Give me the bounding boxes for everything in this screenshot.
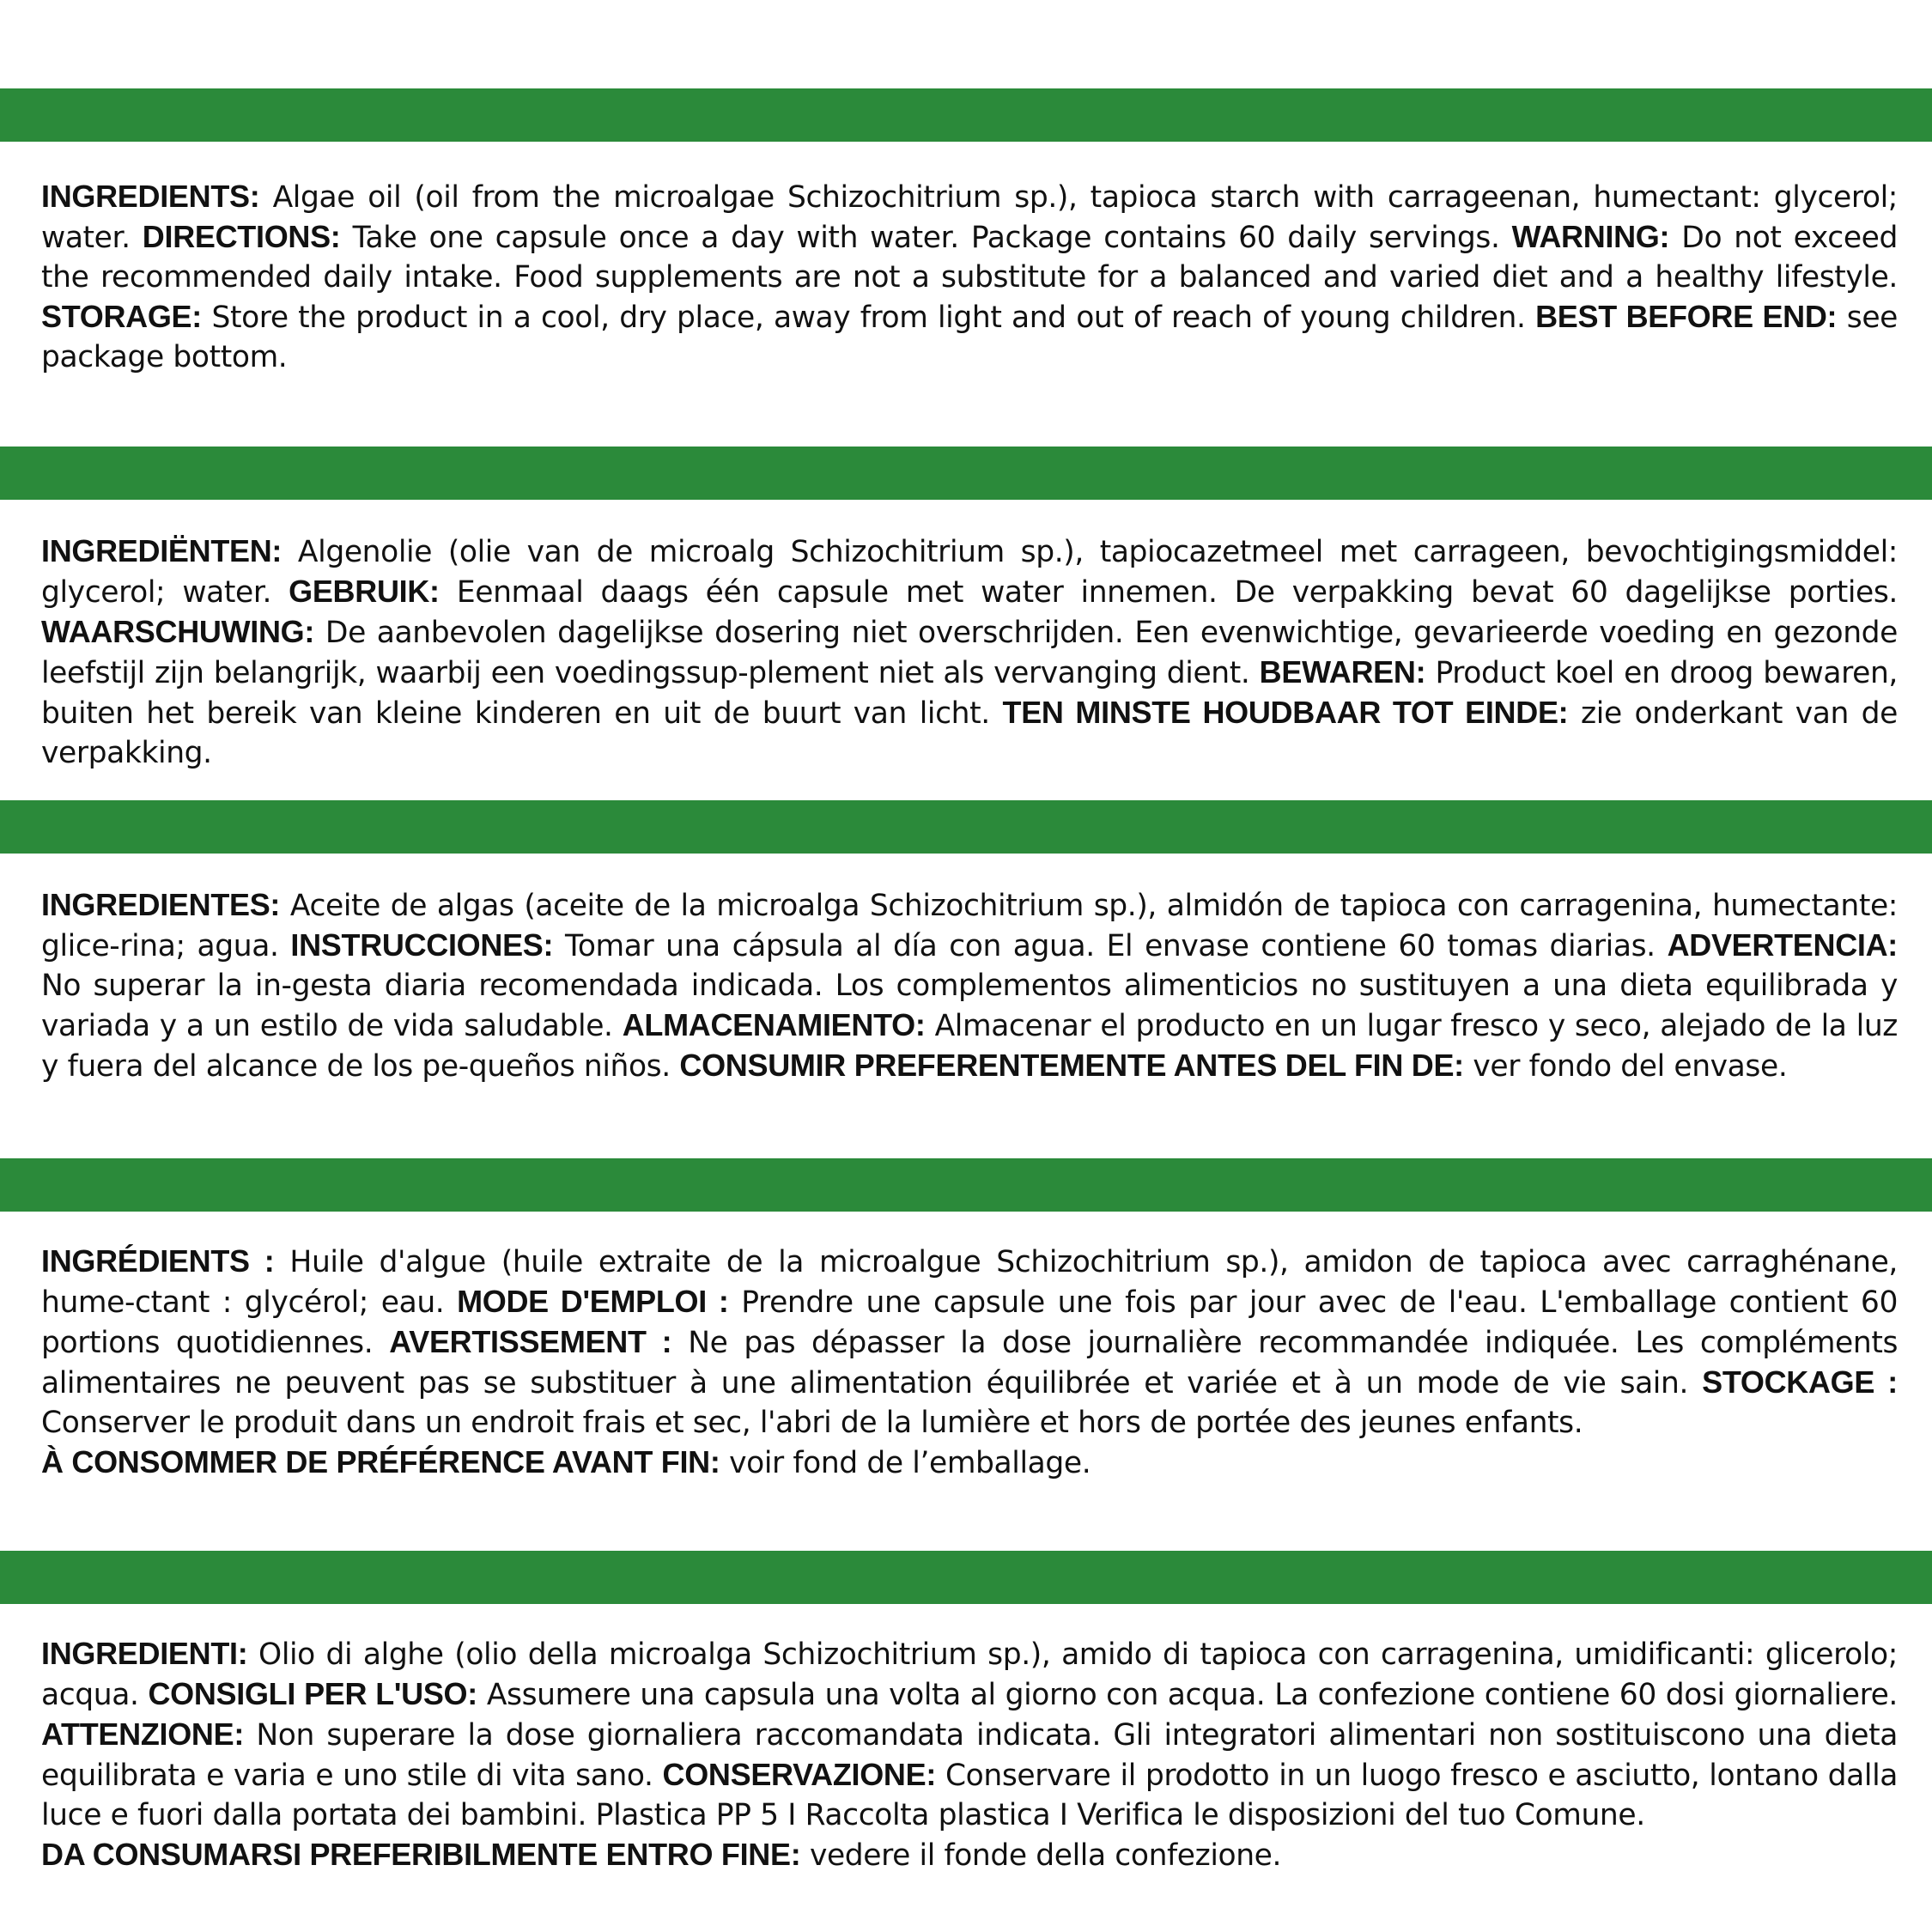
label-section-dutch: [41, 532, 1898, 773]
label-section-french: [41, 1242, 1898, 1483]
directions-label: DIRECTIONS:: [142, 219, 341, 254]
ingredients-label: INGREDIENTI:: [41, 1636, 248, 1671]
best-before-text: voir fond de l’emballage.: [720, 1446, 1091, 1480]
green-band-5: [0, 1551, 1932, 1604]
warning-label: AVERTISSEMENT :: [389, 1324, 672, 1359]
directions-label: CONSIGLI PER L'USO:: [148, 1676, 477, 1711]
warning-text: De aanbevolen dagelijkse dosering niet overschrijden. Een evenwichtige, gevarieerde voeding en gezonde leefstijl zijn belangrijk, waarbij een voedingssup-plement niet als vervanging dient.: [41, 616, 1898, 690]
warning-text: Non superare la dose giornaliera raccomandata indicata. Gli integratori alimentari non sostituiscono una dieta equilibrata e varia e uno stile di vita sano.: [41, 1718, 1898, 1793]
directions-label: MODE D'EMPLOI :: [457, 1284, 729, 1319]
storage-text: Product koel en droog bewaren, buiten het bereik van kleine kinderen en uit de buurt van licht.: [41, 656, 1898, 731]
storage-text: Conservare il prodotto in un luogo fresco e asciutto, lontano dalla luce e fuori dalla portata dei bambini. Plastica PP 5 I Raccolta plastica I Verifica le disposizioni del tuo Comune.: [41, 1759, 1898, 1832]
storage-label: STOCKAGE :: [1702, 1364, 1898, 1400]
best-before-label: TEN MINSTE HOUDBAAR TOT EINDE:: [1002, 695, 1569, 730]
storage-label: CONSERVAZIONE:: [662, 1757, 937, 1792]
directions-text: Tomar una cápsula al día con agua. El envase contiene 60 tomas diarias.: [553, 929, 1668, 963]
storage-text: Almacenar el producto en un lugar fresco y seco, alejado de la luz y fuera del alcance de los pe-queños niños.: [41, 1009, 1898, 1084]
storage-label: STORAGE:: [41, 299, 202, 334]
storage-text: Store the product in a cool, dry place, away from light and out of reach of young children.: [201, 301, 1536, 335]
ingredients-label: INGREDIENTES:: [41, 887, 281, 922]
green-band-4: [0, 1158, 1932, 1212]
label-section-english: [41, 177, 1898, 377]
warning-text: No superar la in-gesta diaria recomendada indicada. Los complementos alimenticios no sustituyen a una dieta equilibrada y variada y a un estilo de vida saludable.: [41, 969, 1898, 1043]
best-before-label: À CONSOMMER DE PRÉFÉRENCE AVANT FIN:: [41, 1444, 720, 1479]
green-band-3: [0, 800, 1932, 854]
warning-label: WAARSCHUWING:: [41, 614, 315, 649]
ingredients-text: Olio di alghe (olio della microalga Schizochitrium sp.), amido di tapioca con carragenina, umidificanti: glicerolo; acqua.: [41, 1637, 1898, 1712]
ingredients-label: INGREDIENTS:: [41, 179, 260, 214]
directions-label: INSTRUCCIONES:: [290, 927, 554, 963]
label-section-spanish: [41, 885, 1898, 1086]
best-before-text: see package bottom.: [41, 301, 1898, 374]
storage-label: ALMACENAMIENTO:: [622, 1007, 926, 1042]
ingredients-text: Huile d'algue (huile extraite de la microalgue Schizochitrium sp.), amidon de tapioca avec carraghénane, hume-ctant : glycérol; eau.: [41, 1245, 1898, 1320]
warning-text: Do not exceed the recommended daily intake. Food supplements are not a substitute for a balanced and varied diet and a healthy lifestyle.: [41, 221, 1898, 295]
directions-text: Prendre une capsule une fois par jour avec de l'eau. L'emballage contient 60 portions quotidiennes.: [41, 1285, 1898, 1360]
green-band-2: [0, 447, 1932, 500]
directions-label: GEBRUIK:: [289, 574, 440, 609]
green-band-1: [0, 88, 1932, 142]
directions-text: Take one capsule once a day with water. Package contains 60 daily servings.: [340, 221, 1512, 255]
best-before-text: ver fondo del envase.: [1463, 1049, 1788, 1084]
ingredients-text: Algenolie (olie van de microalg Schizochitrium sp.), tapiocazetmeel met carrageen, bevochtigingsmiddel: glycerol; water.: [41, 535, 1898, 610]
ingredients-label: INGREDIËNTEN:: [41, 533, 283, 568]
best-before-text: zie onderkant van de verpakking.: [41, 696, 1898, 770]
warning-label: ATTENZIONE:: [41, 1716, 245, 1752]
ingredients-text: Aceite de algas (aceite de la microalga Schizochitrium sp.), almidón de tapioca con carragenina, humectante: glice-rina; agua.: [41, 889, 1898, 963]
best-before-label: CONSUMIR PREFERENTEMENTE ANTES DEL FIN DE:: [679, 1048, 1464, 1083]
ingredients-label: INGRÉDIENTS :: [41, 1243, 275, 1279]
warning-label: WARNING:: [1511, 219, 1670, 254]
best-before-label: BEST BEFORE END:: [1535, 299, 1838, 334]
directions-text: Eenmaal daags één capsule met water innemen. De verpakking bevat 60 dagelijkse porties.: [439, 575, 1898, 610]
warning-label: ADVERTENCIA:: [1667, 927, 1898, 963]
directions-text: Assumere una capsula una volta al giorno con acqua. La confezione contiene 60 dosi giornaliere.: [477, 1678, 1898, 1712]
warning-text: Ne pas dépasser la dose journalière recommandée indiquée. Les compléments alimentaires ne peuvent pas se substituer à une alimentation équilibrée et variée et à un mode de vie sain.: [41, 1326, 1899, 1400]
best-before-text: vedere il fonde della confezione.: [800, 1838, 1282, 1873]
storage-text: Conserver le produit dans un endroit frais et sec, l'abri de la lumière et hors de portée des jeunes enfants.: [41, 1406, 1583, 1440]
storage-label: BEWAREN:: [1259, 654, 1426, 690]
label-section-italian: [41, 1634, 1898, 1875]
ingredients-text: Algae oil (oil from the microalgae Schizochitrium sp.), tapioca starch with carrageenan, humectant: glycerol; water.: [41, 180, 1898, 255]
best-before-label: DA CONSUMARSI PREFERIBILMENTE ENTRO FINE:: [41, 1837, 801, 1872]
